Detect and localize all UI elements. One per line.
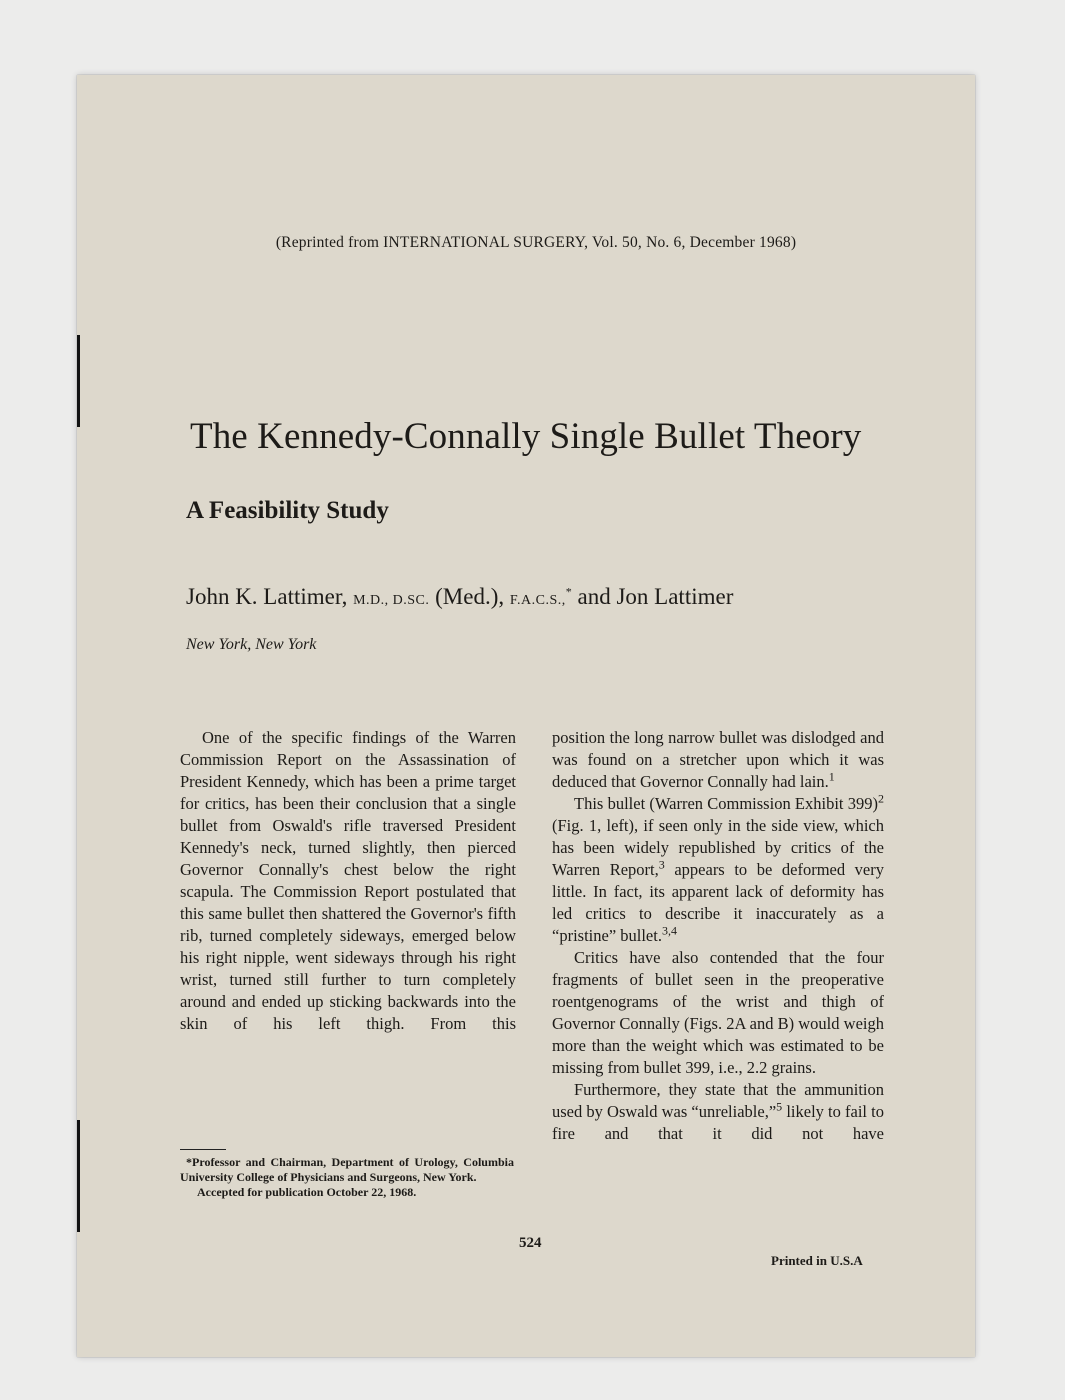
- reference-marker: 3: [658, 857, 665, 872]
- footnote-divider: [180, 1149, 226, 1150]
- body-column-right: [552, 727, 884, 1145]
- coauthor: and Jon Lattimer: [577, 584, 734, 609]
- body-paragraph: Critics have also contended that the four fragments of bullet seen in the preoperative roentgenograms of the wrist and thigh of Governor Connally (Figs. 2A and B) would weigh more than the weight which was estimated to be missing from bullet 399, i.e., 2.2 grains.: [552, 948, 884, 1077]
- body-paragraph: One of the specific findings of the Warren Commission Report on the Assassination of President Kennedy, which has been a prime target for critics, has been their conclusion that a single bullet from Oswald's rifle traversed President Kennedy's neck, turned slightly, then pierced Governor Connally's chest below the right scapula. The Commission Report postulated that this same bullet then shattered the Governor's fifth rib, turned completely sideways, emerged below his right nipple, went sideways through his right wrist, turned still further to turn completely around and ended up sticking backwards into the skin of his left thigh. From this: [180, 728, 516, 1033]
- author-degrees-med: (Med.),: [435, 584, 505, 609]
- reference-marker: 5: [776, 1099, 783, 1114]
- binding-mark-bottom: [77, 1120, 80, 1232]
- reprint-page: [77, 75, 975, 1357]
- footnote-accepted: Accepted for publication October 22, 1968.: [197, 1185, 417, 1199]
- article-subtitle: A Feasibility Study: [186, 497, 389, 524]
- page-number: 524: [519, 1235, 542, 1251]
- body-paragraph: This bullet (Warren Commission Exhibit 399)$^2$ (Fig. 1, left), if seen only in the side view, which has been widely republished by critics of the Warren Report,$^3$ appears to be deformed very little. In fact, its apparent lack of deformity has led critics to describe it inaccurately as a “pristine” bullet.$^{3,4}$: [552, 791, 885, 945]
- author-degrees: M.D., D.SC.: [353, 593, 430, 608]
- footnote-marker: *: [565, 584, 572, 599]
- body-column-left: [180, 727, 516, 1035]
- author-location: New York, New York: [186, 636, 317, 653]
- author-name: John K. Lattimer,: [186, 584, 348, 609]
- body-paragraph: position the long narrow bullet was dislodged and was found on a stretcher upon which it was deduced that Governor Connally had lain.$^1$: [552, 728, 884, 791]
- printed-in-label: Printed in U.S.A: [771, 1253, 863, 1268]
- reference-marker: 1: [828, 769, 835, 784]
- author-fellowship: F.A.C.S.,: [509, 593, 566, 608]
- body-paragraph: Furthermore, they state that the ammunition used by Oswald was “unreliable,”$^5$ likely to fail to fire and that it did not have: [552, 1080, 885, 1143]
- footnote-affiliation: *Professor and Chairman, Department of Urology, Columbia University College of Physicians and Surgeons, New York.: [180, 1155, 514, 1184]
- reprint-header: (Reprinted from INTERNATIONAL SURGERY, Vol. 50, No. 6, December 1968): [275, 234, 797, 251]
- footnotes: [180, 1155, 514, 1200]
- article-title: The Kennedy-Connally Single Bullet Theory: [190, 416, 862, 457]
- binding-mark-top: [77, 335, 80, 427]
- author-line: [186, 584, 733, 610]
- reference-marker: 2: [878, 791, 884, 806]
- reference-marker: 3,4: [661, 923, 677, 938]
